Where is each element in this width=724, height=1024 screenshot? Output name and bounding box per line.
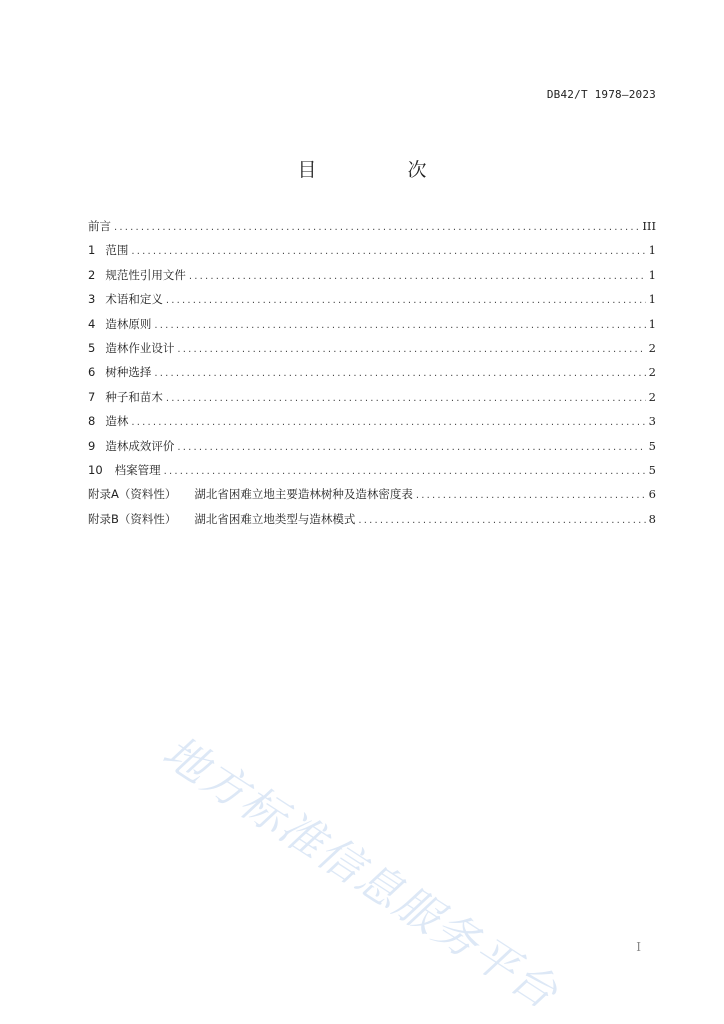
toc-entry[interactable]: [88, 316, 656, 340]
toc-entry-number: 7: [88, 389, 96, 404]
page-title: 目 次: [297, 159, 463, 181]
toc-entry[interactable]: [88, 462, 656, 486]
toc-leader-dots: [154, 320, 645, 331]
toc-entry-page: 5: [648, 462, 656, 477]
toc-leader-dots: [131, 246, 645, 257]
toc-entry-label: 种子和苗木: [105, 389, 163, 404]
toc-entry-page: 5: [648, 438, 656, 453]
toc-entry-page: III: [642, 219, 656, 233]
toc-entry[interactable]: [88, 242, 656, 266]
toc-entry[interactable]: [88, 413, 656, 437]
toc-entry-number: 2: [88, 267, 96, 282]
toc-entry-label: 术语和定义: [105, 292, 163, 307]
toc-entry-label: 湖北省困难立地主要造林树种及造林密度表: [194, 487, 413, 502]
toc-entry-label: 树种选择: [105, 365, 152, 380]
toc-entry-label: 造林: [105, 414, 129, 429]
toc-entry[interactable]: [88, 340, 656, 364]
toc-entry-number: 4: [88, 316, 96, 331]
toc-entry-label: 湖北省困难立地类型与造林模式: [194, 511, 356, 526]
toc-entry[interactable]: [88, 218, 656, 242]
toc-entry-number: 1: [88, 243, 96, 258]
toc-leader-dots: [177, 442, 645, 453]
toc-leader-dots: [166, 393, 646, 404]
toc-entry-label: 前言: [88, 219, 111, 233]
toc-entry-label: 造林原则: [105, 316, 152, 331]
toc-entry[interactable]: [88, 486, 656, 510]
toc-entry-number: 附录A（资料性）: [88, 487, 177, 502]
toc-leader-dots: [114, 222, 639, 233]
toc-entry-page: 6: [648, 487, 656, 502]
page-number: I: [636, 940, 641, 954]
toc-entry-number: 3: [88, 292, 96, 307]
toc-leader-dots: [164, 466, 646, 477]
toc-entry[interactable]: [88, 291, 656, 315]
toc-entry[interactable]: [88, 389, 656, 413]
toc-entry-label: 档案管理: [114, 462, 161, 477]
toc-entry-number: 5: [88, 340, 96, 355]
toc-entry-label: 规范性引用文件: [105, 267, 186, 282]
watermark: 地方标准信息服务平台: [153, 726, 568, 1020]
toc-leader-dots: [416, 490, 646, 501]
toc-entry-page: 2: [648, 365, 656, 380]
document-code: DB42/T 1978—2023: [546, 88, 656, 101]
toc-entry[interactable]: [88, 511, 656, 535]
toc-leader-dots: [177, 344, 645, 355]
toc-entry-page: 8: [648, 511, 656, 526]
toc-entry-page: 1: [648, 267, 656, 282]
toc-entry-page: 2: [648, 340, 656, 355]
toc-leader-dots: [154, 368, 645, 379]
toc-entry-number: 6: [88, 365, 96, 380]
toc-entry-page: 1: [648, 316, 656, 331]
toc-entry[interactable]: [88, 438, 656, 462]
toc-entry-number: 9: [88, 438, 96, 453]
toc-entry[interactable]: [88, 364, 656, 388]
toc-leader-dots: [189, 271, 646, 282]
toc-leader-dots: [358, 515, 645, 526]
toc-entry-page: 3: [648, 414, 656, 429]
toc-entry-page: 1: [648, 292, 656, 307]
toc-entry-number: 10: [88, 462, 103, 477]
toc-entry-label: 造林成效评价: [105, 438, 175, 453]
toc-entry-label: 范围: [105, 243, 129, 258]
toc-entry-number: 8: [88, 414, 96, 429]
toc-entry-label: 造林作业设计: [105, 340, 175, 355]
toc-entry[interactable]: [88, 267, 656, 291]
toc-leader-dots: [131, 417, 645, 428]
table-of-contents: [88, 218, 656, 535]
toc-leader-dots: [166, 295, 646, 306]
toc-entry-number: 附录B（资料性）: [88, 511, 177, 526]
toc-entry-page: 1: [648, 243, 656, 258]
toc-entry-page: 2: [648, 389, 656, 404]
